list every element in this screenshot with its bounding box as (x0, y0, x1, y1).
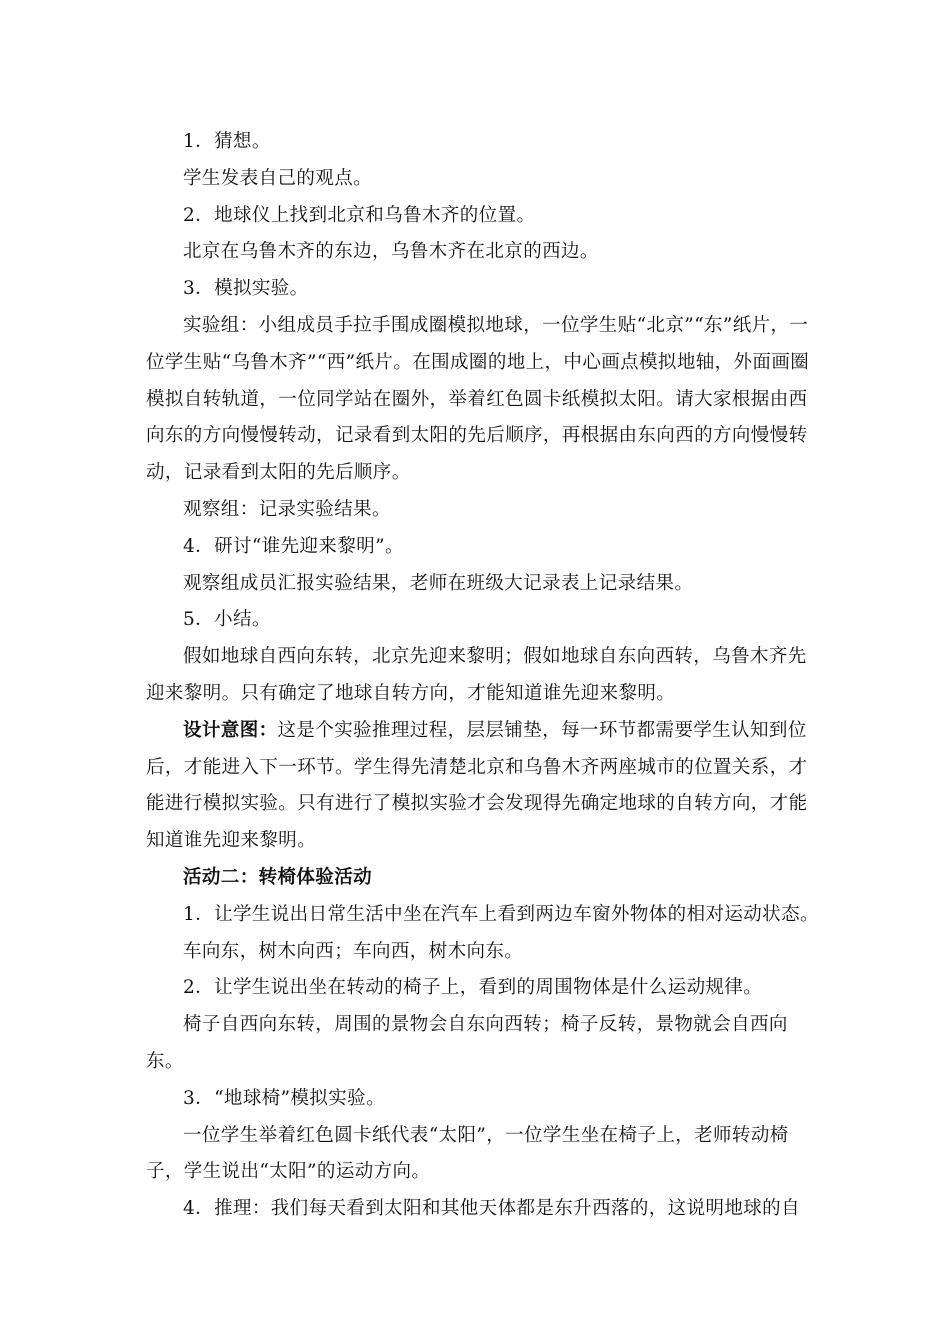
design-intent-label: 设计意图： (183, 719, 278, 741)
student-opinion: 学生发表自己的观点。 (183, 167, 373, 189)
step-discussion: 4．研讨“谁先迎来黎明”。 (183, 535, 404, 557)
step-globe-location: 2．地球仪上找到北京和乌鲁木齐的位置。 (183, 204, 536, 226)
step-summary: 5．小结。 (183, 609, 271, 631)
summary-text: 假如地球自西向东转，北京先迎来黎明；假如地球自东向西转，乌鲁木齐先迎来黎明。只有确定了地球自转方向，才能知道谁先迎来黎明。 (146, 646, 807, 704)
activity-two-step-2: 2．让学生说出坐在转动的椅子上，看到的周围物体是什么运动规律。 (183, 977, 763, 999)
observation-group: 观察组：记录实验结果。 (183, 498, 391, 520)
step-simulation: 3．模拟实验。 (183, 278, 309, 300)
activity-two-car-example: 车向东，树木向西；车向西，树木向东。 (183, 940, 524, 962)
design-intent-text: 这是个实验推理过程，层层铺垫，每一环节都需要学生认知到位后，才能进入下一环节。学生得先清楚北京和乌鲁木齐两座城市的位置关系，才能进行模拟实验。只有进行了模拟实验才会发现得先确定地球的自转方向，才能知道谁先迎来黎明。 (146, 719, 808, 852)
activity-two-chair-example: 椅子自西向东转，周围的景物会自东向西转；椅子反转，景物就会自西向东。 (146, 1014, 788, 1072)
activity-two-step-4: 4．推理：我们每天看到太阳和其他天体都是东升西落的，这说明地球的自 (183, 1198, 800, 1220)
design-intent-paragraph (146, 713, 820, 860)
observation-report: 观察组成员汇报实验结果，老师在班级大记录表上记录结果。 (183, 572, 694, 594)
activity-two-step-3: 3．“地球椅”模拟实验。 (183, 1087, 385, 1109)
location-relation: 北京在乌鲁木齐的东边，乌鲁木齐在北京的西边。 (183, 241, 599, 263)
document-body (146, 124, 820, 1228)
step-guess: 1．猜想。 (183, 131, 271, 152)
experiment-group-description: 实验组：小组成员手拉手围成圈模拟地球，一位学生贴“北京”“东”纸片，一位学生贴“乌鲁木齐”“西”纸片。在围成圈的地上，中心画点模拟地轴，外面画圈模拟自转轨道，一位同学站在圈外，举着红色圆卡纸模拟太阳。请大家根据由西向东的方向慢慢转动，记录看到太阳的先后顺序，再根据由东向西的方向慢慢转动，记录看到太阳的先后顺序。 (146, 314, 810, 484)
activity-two-step-1: 1．让学生说出日常生活中坐在汽车上看到两边车窗外物体的相对运动状态。 (183, 903, 819, 925)
activity-two-heading: 活动二：转椅体验活动 (183, 866, 373, 888)
activity-two-earth-chair-description: 一位学生举着红色圆卡纸代表“太阳”，一位学生坐在椅子上，老师转动椅子，学生说出“太阳”的运动方向。 (146, 1124, 789, 1183)
